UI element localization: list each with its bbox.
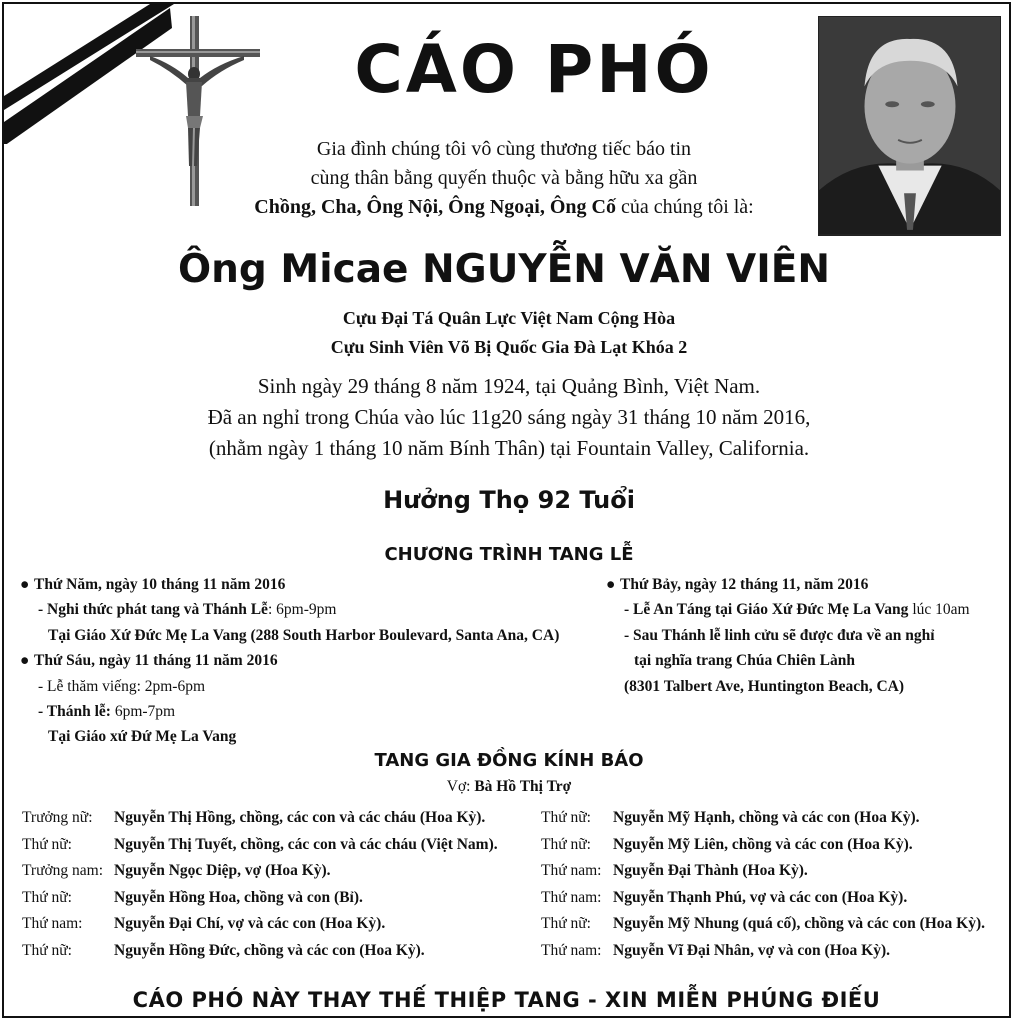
relation-label: Trưởng nam: — [22, 862, 104, 879]
relation-label: Thứ nữ: — [22, 835, 72, 853]
relation-label: Thứ nữ: — [541, 835, 591, 853]
schedule-address: (8301 Talbert Ave, Huntington Beach, CA) — [624, 677, 905, 695]
family-row — [541, 911, 985, 938]
intro-relationships: Chồng, Cha, Ông Nội, Ông Ngoại, Ông Cố — [254, 196, 616, 218]
family-row — [541, 858, 985, 885]
spouse-label: Vợ: — [446, 778, 475, 795]
intro-line: Gia đình chúng tôi vô cùng thương tiếc báo tin — [316, 138, 692, 160]
family-left-column — [22, 805, 498, 964]
family-row — [22, 832, 498, 859]
bio-line: Sinh ngày 29 tháng 8 năm 1924, tại Quảng Bình, Việt Nam. — [257, 374, 761, 398]
deceased-bio — [64, 371, 954, 464]
bullet-icon: ● — [20, 576, 30, 593]
schedule-right-column — [606, 572, 970, 699]
schedule-item — [20, 699, 559, 724]
relation-label: Thứ nam: — [541, 888, 602, 906]
relation-name: Nguyễn Thị Hồng, chồng, các con và các cháu (Hoa Kỳ). — [114, 809, 486, 826]
bio-line: Đã an nghỉ trong Chúa vào lúc 11g20 sáng ngày 31 tháng 10 năm 2016, — [207, 405, 811, 429]
family-row — [541, 805, 985, 832]
spouse-name: Bà Hồ Thị Trợ — [474, 778, 572, 795]
relation-name: Nguyễn Đại Chí, vợ và các con (Hoa Kỳ). — [114, 915, 386, 932]
relation-name: Nguyễn Hồng Hoa, chồng và con (Bỉ). — [114, 888, 363, 906]
obituary-page — [2, 2, 1011, 1018]
schedule-item-label: - Lễ An Táng tại Giáo Xứ Đức Mẹ La Vang — [624, 601, 909, 619]
schedule-item-label: - Thánh lễ: — [38, 703, 111, 721]
schedule-item-label: - Nghi thức phát tang và Thánh Lễ — [38, 601, 268, 619]
schedule-item — [606, 597, 970, 622]
schedule-title: CHƯƠNG TRÌNH TANG LỄ — [384, 544, 634, 565]
schedule-item-time: 6pm-7pm — [110, 703, 176, 721]
family-title: TANG GIA ĐỒNG KÍNH BÁO — [374, 750, 644, 771]
relation-label: Thứ nam: — [22, 915, 83, 932]
relation-name: Nguyễn Thạnh Phú, vợ và các con (Hoa Kỳ). — [613, 888, 908, 906]
relation-label: Thứ nam: — [541, 862, 602, 879]
family-row — [22, 911, 498, 938]
family-row — [22, 858, 498, 885]
relation-name: Nguyễn Mỹ Liên, chồng và các con (Hoa Kỳ). — [613, 835, 913, 853]
relation-label: Thứ nữ: — [22, 941, 72, 959]
family-right-column — [541, 805, 985, 964]
schedule-day — [606, 572, 970, 597]
intro-line: cùng thân bằng quyến thuộc và bằng hữu xa gần — [310, 167, 698, 189]
family-row — [22, 805, 498, 832]
schedule-item: - Lễ thăm viếng: 2pm-6pm — [38, 677, 206, 695]
family-row — [541, 938, 985, 965]
relation-label: Thứ nam: — [541, 941, 602, 959]
schedule-left-column — [20, 572, 559, 750]
schedule-item-time: : 6pm-9pm — [267, 601, 337, 619]
schedule-place: tại nghĩa trang Chúa Chiên Lành — [634, 652, 855, 670]
schedule-place: Tại Giáo Xứ Đức Mẹ La Vang (288 South Harbor Boulevard, Santa Ana, CA) — [48, 626, 560, 644]
bullet-icon: ● — [606, 576, 616, 593]
bullet-icon: ● — [20, 652, 30, 670]
schedule-day-label: Thứ Năm, ngày 10 tháng 11 năm 2016 — [34, 576, 286, 593]
spouse-line — [64, 776, 954, 798]
intro-tail: của chúng tôi là: — [616, 196, 754, 218]
relation-name: Nguyễn Mỹ Nhung (quá cố), chồng và các con (Hoa Kỳ). — [613, 915, 986, 932]
relation-name: Nguyễn Đại Thành (Hoa Kỳ). — [613, 862, 808, 879]
footer-note: CÁO PHÓ NÀY THAY THẾ THIỆP TANG - XIN MIỄN PHÚNG ĐIẾU — [132, 988, 881, 1012]
relation-name: Nguyễn Ngọc Diệp, vợ (Hoa Kỳ). — [114, 862, 331, 879]
schedule-item-time: lúc 10am — [908, 601, 970, 619]
schedule-day — [20, 572, 559, 597]
schedule-place: Tại Giáo xứ Đứ Mẹ La Vang — [48, 728, 237, 746]
family-row — [22, 938, 498, 965]
deceased-portrait — [818, 16, 1001, 236]
schedule-item — [20, 597, 559, 622]
age-line: Hưởng Thọ 92 Tuổi — [383, 486, 635, 514]
schedule-item: - Sau Thánh lễ linh cửu sẽ được đưa về an nghỉ — [624, 626, 935, 644]
bio-line: (nhằm ngày 1 tháng 10 năm Bính Thân) tại Fountain Valley, California. — [208, 436, 810, 460]
page-title: CÁO PHÓ — [354, 31, 714, 108]
relation-label: Thứ nữ: — [22, 888, 72, 906]
portrait-image — [819, 17, 1000, 235]
family-row — [541, 885, 985, 912]
relation-name: Nguyễn Vĩ Đại Nhân, vợ và con (Hoa Kỳ). — [613, 941, 890, 959]
schedule-day-label: Thứ Sáu, ngày 11 tháng 11 năm 2016 — [34, 652, 278, 670]
schedule-day-label: Thứ Bảy, ngày 12 tháng 11, năm 2016 — [620, 576, 869, 593]
deceased-title-line: Cựu Đại Tá Quân Lực Việt Nam Cộng Hòa — [342, 308, 676, 328]
deceased-title-line: Cựu Sinh Viên Võ Bị Quốc Gia Đà Lạt Khóa 2 — [330, 337, 688, 357]
relation-label: Thứ nữ: — [541, 915, 591, 932]
deceased-name: Ông Micae NGUYỄN VĂN VIÊN — [177, 247, 831, 292]
relation-label: Trưởng nữ: — [22, 809, 93, 826]
relation-name: Nguyễn Thị Tuyết, chồng, các con và các cháu (Việt Nam). — [114, 835, 498, 853]
family-row — [541, 832, 985, 859]
intro-relationship-line — [204, 193, 804, 222]
relation-label: Thứ nữ: — [541, 809, 591, 826]
intro-text — [204, 135, 804, 222]
family-row — [22, 885, 498, 912]
deceased-titles — [64, 304, 954, 362]
schedule-day — [20, 648, 559, 673]
relation-name: Nguyễn Hồng Đức, chồng và các con (Hoa Kỳ). — [114, 941, 425, 959]
relation-name: Nguyễn Mỹ Hạnh, chồng và các con (Hoa Kỳ). — [613, 809, 920, 826]
